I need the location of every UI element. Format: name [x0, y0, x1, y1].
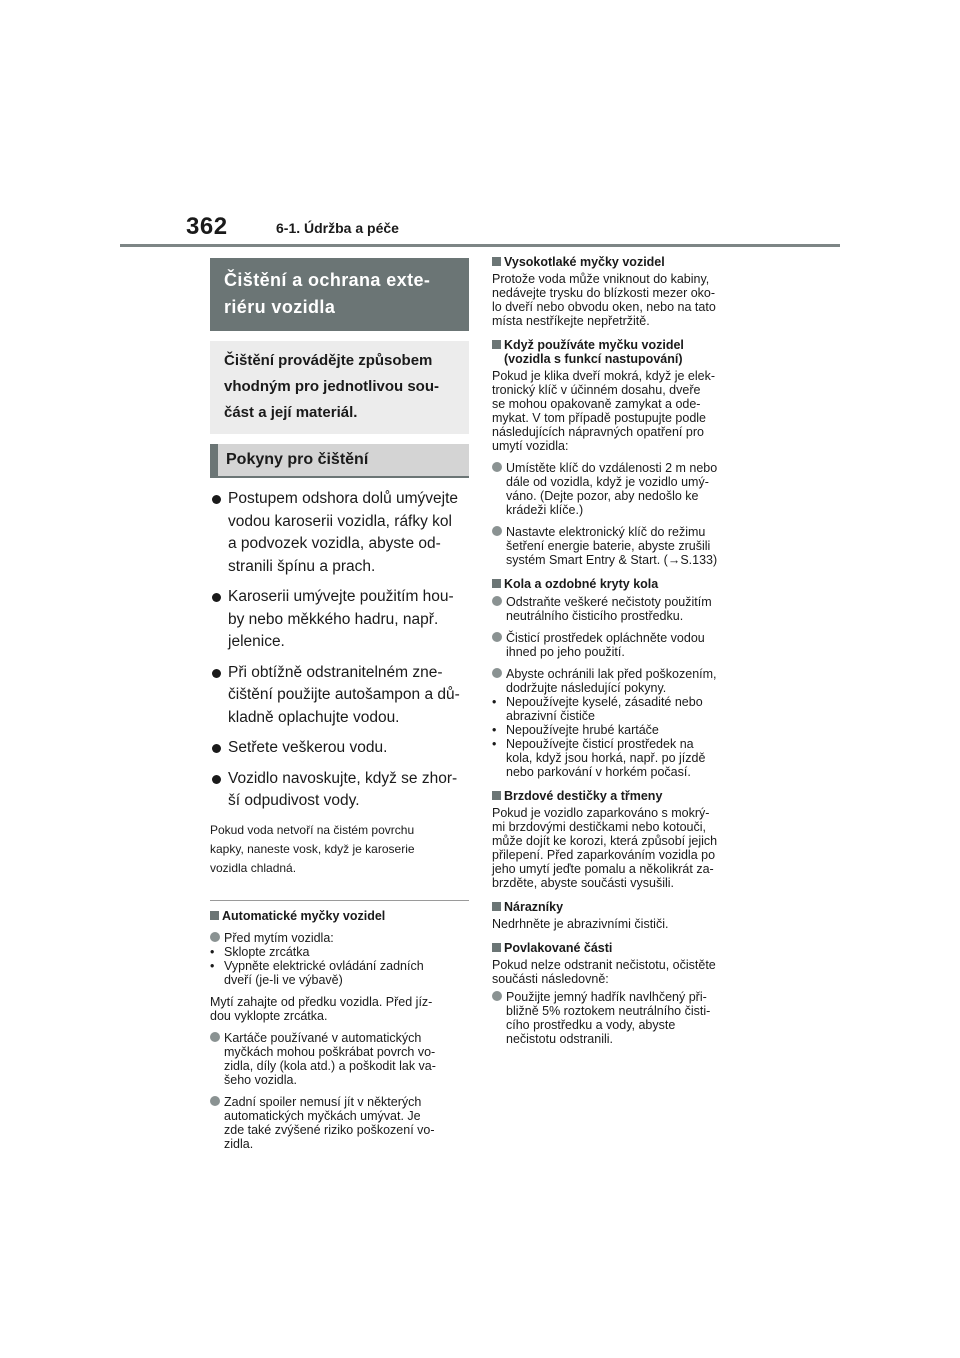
paragraph: Protože voda může vniknout do kabiny, nedávejte trysku do blízkosti mezer oko- lo dveří nebo obvodu oken, nebo na tato místa nestříkejte nepřetržitě. — [492, 272, 716, 328]
cleaning-instructions-list — [210, 488, 469, 813]
circle-bullet-icon — [492, 526, 502, 536]
header-rule — [120, 244, 840, 247]
circle-bullet-icon — [210, 1096, 220, 1106]
chapter-title-box: Čištění a ochrana exte- riéru vozidla — [210, 258, 469, 331]
sub-list-item: • Sklopte zrcátka — [210, 944, 310, 959]
auto-wash-heading: Automatické myčky vozidel — [210, 909, 469, 923]
small-bullet-icon: • — [492, 737, 497, 751]
list-item-text: Karoserii umývejte použitím hou- by nebo měkkého hadru, např. jelenice. — [228, 588, 454, 650]
bumpers-heading: Nárazníky — [492, 900, 754, 914]
list-item: Nastavte elektronický klíč do režimu šetření energie baterie, abyste zrušili systém Smart Entry & Start. (→S.133) — [492, 525, 754, 567]
list-item: Zadní spoiler nemusí jít v některých automatických myčkách umývat. Je zde také zvýšené riziko poškození vo- zidla. — [210, 1095, 469, 1151]
section-divider — [210, 900, 469, 901]
section-title: 6-1. Údržba a péče — [276, 220, 399, 236]
bullet-icon — [212, 744, 221, 753]
page-number: 362 — [186, 213, 228, 240]
circle-bullet-icon — [210, 932, 220, 942]
circle-bullet-icon — [492, 632, 502, 642]
bullet-icon — [212, 593, 221, 602]
square-bullet-icon — [210, 911, 219, 920]
square-bullet-icon — [492, 902, 501, 911]
circle-bullet-icon — [492, 596, 502, 606]
paragraph: Pokud je klika dveří mokrá, když je elek- tronický klíč v účinném dosahu, dveře se mohou opakovaně zamykat a ode- mykat. V tom případě postupujte podle následujících nápravných opatření pro umytí vozidla: — [492, 369, 716, 453]
list-item-text: Při obtížně odstranitelném zne- čištění použijte autošampon a dů- kladně oplachujte vodou. — [228, 663, 460, 726]
small-bullet-icon: • — [492, 695, 497, 709]
list-item — [210, 488, 469, 578]
list-item-text: Setřete veškerou vodu. — [228, 739, 388, 756]
small-bullet-icon: • — [210, 944, 215, 959]
sub-list-item: • Nepoužívejte kyselé, zásadité nebo abrazivní čističe — [492, 695, 703, 723]
sub-list-item: • Nepoužívejte čisticí prostředek na kola, když jsou horká, např. po jízdě nebo parkování v horkém počasí. — [492, 737, 706, 779]
circle-bullet-icon — [492, 668, 502, 678]
paragraph: Nedrhněte je abrazivními čističi. — [492, 917, 669, 931]
list-item: Abyste ochránili lak před poškozením, dodržujte následující pokyny. — [492, 667, 754, 695]
list-item — [210, 768, 469, 813]
circle-bullet-icon — [492, 991, 502, 1001]
wheels-heading: Kola a ozdobné kryty kola — [492, 577, 754, 591]
square-bullet-icon — [492, 579, 501, 588]
list-item: Použijte jemný hadřík navlhčený při- bližně 5% roztokem neutrálního čisti- cího prostředku a vody, abyste nečistotu odstranili. — [492, 990, 754, 1046]
paragraph: Mytí zahajte od předku vozidla. Před jíz- dou vyklopte zrcátka. — [210, 994, 433, 1023]
square-bullet-icon — [492, 340, 501, 349]
list-item: Odstraňte veškeré nečistoty použitím neutrálního čisticího prostředku. — [492, 595, 754, 623]
paragraph: Pokud je vozidlo zaparkováno s mokrý- mi brzdovými destičkami nebo kotouči, může dojít ke korozi, která způsobí jejich přilepení. Před zaparkováním vozidla po jeho umytí jeďte pomalu a několikrát za- brzděte, abyste součásti vysušili. — [492, 806, 718, 890]
sub-list-item: • Nepoužívejte hrubé kartáče — [492, 723, 659, 737]
list-item-text: Postupem odshora dolů umývejte vodou karoserii vozidla, ráfky kol a podvozek vozidla, abyste od- stranili špínu a prach. — [228, 490, 459, 575]
list-item: Čisticí prostředek opláchněte vodou ihned po jeho použití. — [492, 631, 754, 659]
bullet-icon — [212, 495, 221, 504]
small-bullet-icon: • — [210, 958, 215, 973]
square-bullet-icon — [492, 257, 501, 266]
small-bullet-icon: • — [492, 723, 497, 737]
bullet-icon — [212, 775, 221, 784]
paragraph: Pokud nelze odstranit nečistotu, očistěte součásti následovně: — [492, 958, 716, 986]
circle-bullet-icon — [492, 462, 502, 472]
right-column — [492, 255, 754, 1046]
circle-bullet-icon — [210, 1032, 220, 1042]
subsection-title: Pokyny pro čištění — [210, 444, 469, 478]
list-item — [210, 737, 469, 760]
wax-note: Pokud voda netvoří na čistém povrchu kapky, naneste vosk, když je karoserie vozidla chladná. — [210, 822, 415, 875]
sub-list-item: • Vypněte elektrické ovládání zadních dveří (je-li ve výbavě) — [210, 958, 424, 987]
square-bullet-icon — [492, 943, 501, 952]
bullet-icon — [212, 669, 221, 678]
list-item-text: Vozidlo navoskujte, když se zhor- ší odpudivost vody. — [228, 769, 458, 809]
brakes-heading: Brzdové destičky a třmeny — [492, 789, 754, 803]
list-item — [210, 586, 469, 654]
coated-parts-heading: Povlakované části — [492, 941, 754, 955]
list-item — [210, 662, 469, 730]
intro-box: Čištění provádějte způsobem vhodným pro jednotlivou sou- část a její materiál. — [210, 341, 469, 434]
square-bullet-icon — [492, 791, 501, 800]
smart-entry-wash-heading: Když používáte myčku vozidel (vozidla s funkcí nastupování) — [492, 338, 754, 366]
list-item: Před mytím vozidla: — [210, 931, 469, 945]
list-item: Kartáče používané v automatických myčkách mohou poškrábat povrch vo- zidla, díly (kola atd.) a poškodit lak va- šeho vozidla. — [210, 1031, 469, 1087]
list-item: Umístěte klíč do vzdálenosti 2 m nebo dále od vozidla, když je vozidlo umý- váno. (Dejte pozor, aby nedošlo ke krádeži klíče.) — [492, 461, 754, 517]
pressure-wash-heading: Vysokotlaké myčky vozidel — [492, 255, 754, 269]
left-column — [210, 258, 469, 1151]
